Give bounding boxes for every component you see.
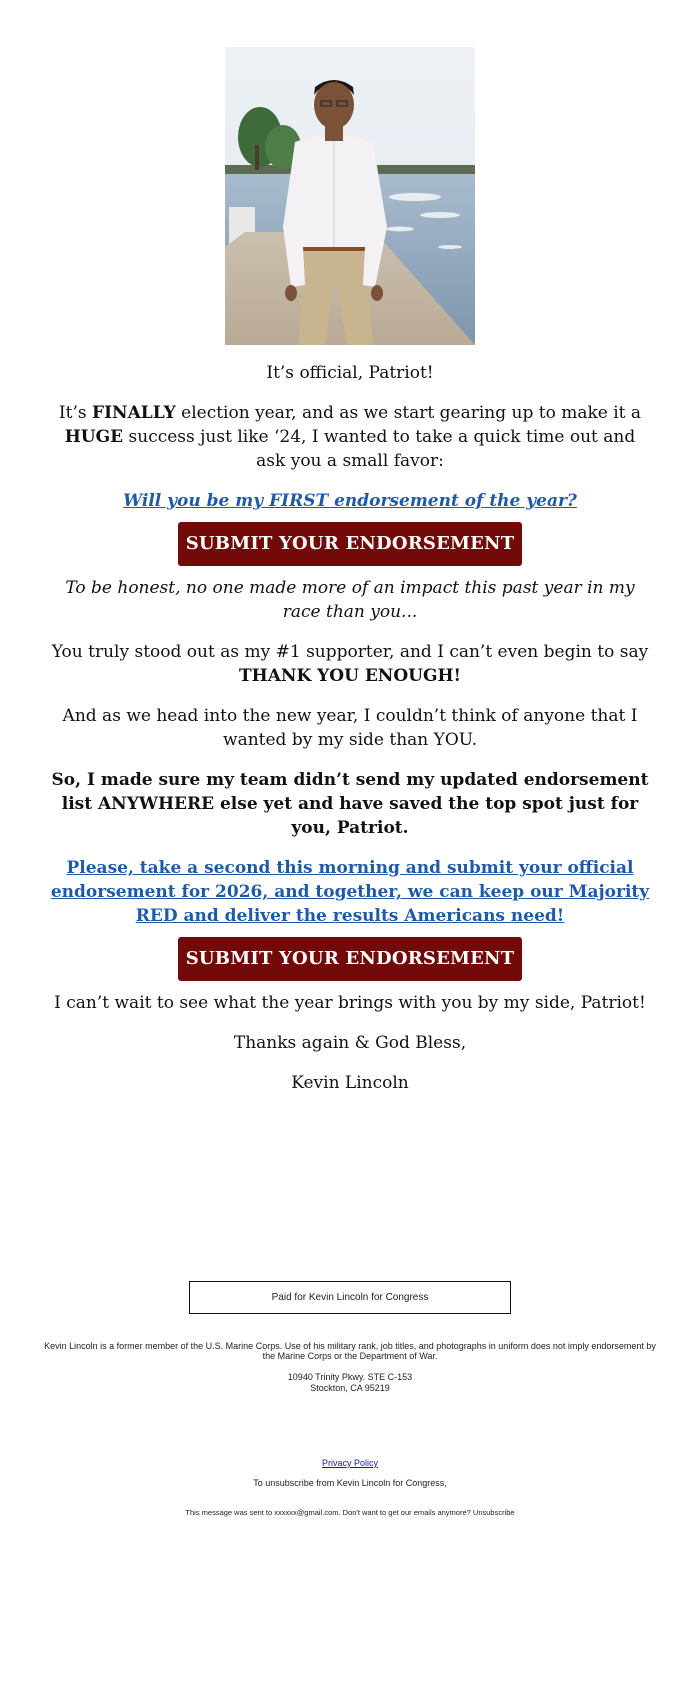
spacer <box>50 1111 650 1281</box>
paid-for-box: Paid for Kevin Lincoln for Congress <box>189 1281 511 1314</box>
mailing-address <box>0 1372 700 1394</box>
email-footer <box>0 1281 700 1518</box>
privacy-row <box>0 1458 700 1469</box>
signature-name: Kevin Lincoln <box>291 1073 409 1093</box>
address-line-2: Stockton, CA 95219 <box>310 1383 390 1393</box>
email-body <box>50 47 650 1281</box>
sent-to-text: This message was sent to xxxxxx@gmail.com. Don't want to get our emails anymore? Unsubscribe <box>185 1508 515 1517</box>
hero-photo <box>225 47 475 345</box>
thanks-text: Thanks again & God Bless, <box>233 1033 467 1053</box>
greeting-text: It’s official, Patriot! <box>266 363 434 383</box>
cant-wait-paragraph: I can’t wait to see what the year brings with you by my side, Patriot! <box>54 993 646 1013</box>
submit-endorsement-button[interactable]: SUBMIT YOUR ENDORSEMENT <box>178 522 522 566</box>
honest-paragraph: To be honest, no one made more of an impact this past year in my race than you... <box>65 578 635 622</box>
standout-paragraph: You truly stood out as my #1 supporter, and I can’t even begin to say THANK YOU ENOUGH! <box>51 642 649 686</box>
submit-endorsement-button-2[interactable]: SUBMIT YOUR ENDORSEMENT <box>178 937 522 981</box>
new-year-paragraph: And as we head into the new year, I couldn’t think of anyone that I wanted by my side than YOU. <box>62 706 638 750</box>
please-endorse-link[interactable]: Please, take a second this morning and submit your official endorsement for 2026, and together, we can keep our Majority RED and deliver the results Americans need! <box>50 858 650 926</box>
intro-paragraph: It’s FINALLY election year, and as we start gearing up to make it a HUGE success just like ‘24, I wanted to take a quick time out and ask you a small favor: <box>58 403 642 471</box>
privacy-policy-link[interactable]: Privacy Policy <box>321 1458 378 1468</box>
address-line-1: 10940 Trinity Pkwy. STE C-153 <box>287 1372 413 1382</box>
unsubscribe-text: To unsubscribe from Kevin Lincoln for Congress, <box>253 1478 447 1488</box>
top-spot-paragraph: So, I made sure my team didn’t send my updated endorsement list ANYWHERE else yet and have saved the top spot just for you, Patriot. <box>51 770 649 838</box>
please-endorse-paragraph <box>50 856 650 928</box>
endorsement-question-link[interactable]: Will you be my FIRST endorsement of the year? <box>123 491 577 511</box>
candidate-photo-illustration <box>225 47 475 345</box>
military-disclaimer: Kevin Lincoln is a former member of the U.S. Marine Corps. Use of his military rank, job titles, and photographs in uniform does not imply endorsement by the Marine Corps or the Department of War. <box>44 1341 656 1361</box>
